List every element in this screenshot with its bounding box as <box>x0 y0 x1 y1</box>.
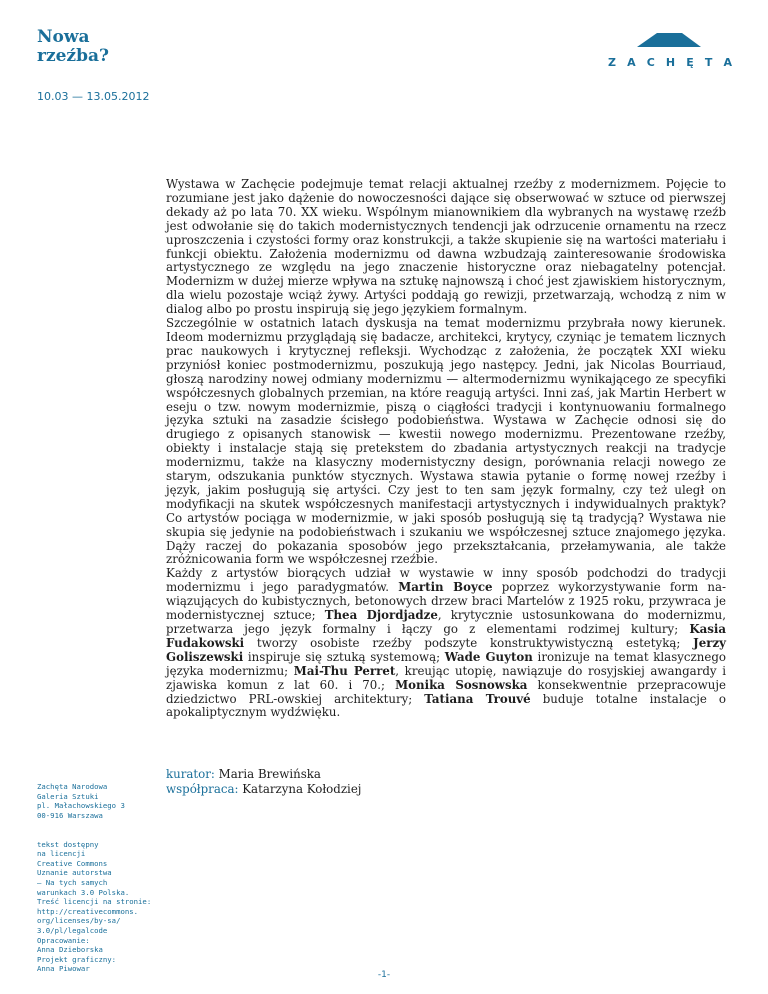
exhibition-dates: 10.03 — 13.05.2012 <box>37 90 150 103</box>
logo-letter: Ę <box>686 56 694 69</box>
license-line: Uznanie autorstwa <box>37 868 112 878</box>
license-line: org/licenses/by-sa/ <box>37 916 121 926</box>
artist-name: Monika Sosnowska <box>395 677 528 692</box>
logo-letter: Z <box>608 56 616 69</box>
cooperation-label: współpraca: <box>166 782 239 796</box>
artist-description: tworzy osobiste rzeźby podszyte konstruktywistyczną estetyką; <box>244 635 694 650</box>
artist-description: buduje totalne instalacje o apokaliptycznym wydźwięku. <box>166 691 727 720</box>
artist-name: Mai-Thu Perret <box>293 663 396 678</box>
credits <box>166 767 361 797</box>
artist-description: poprzez wykorzystywanie form nawiązujących do kubistycznych, betonowych drzew braci Martelów z 1925 roku, przywraca je modernistycznej sztuce; <box>166 580 726 623</box>
artist-name: Wade Guyton <box>444 649 533 664</box>
curator-label: kurator: <box>166 767 215 781</box>
artist-name: Jerzy Goliszewski <box>166 635 726 664</box>
page-number: -1- <box>377 970 391 980</box>
artist-description: ironizuje na temat klasycznego języka modernizmu; <box>166 649 726 678</box>
artist-name: Thea Djordjadze <box>324 608 438 623</box>
artist-description: inspiruje się sztuką systemową; <box>243 649 445 664</box>
logo-text <box>608 56 732 69</box>
license-line: 3.0/pl/legalcode <box>37 925 108 935</box>
main-text <box>166 178 726 720</box>
artist-description: konsekwentnie przepracowuje dziedzictwo PRL-owskiej architektury; <box>166 677 726 706</box>
page-title <box>37 28 109 66</box>
license-line: Creative Commons <box>37 858 108 868</box>
curator-line <box>166 767 361 782</box>
artist-description: , kreując utopię, nawiązuje do rosyjskiej awangardy i zjawiska komun z lat 60. i 70.; <box>166 663 726 692</box>
logo-letter: H <box>665 56 676 69</box>
artist-name: Kasia Fudakowski <box>166 622 726 650</box>
curator-name: Maria Brewińska <box>214 767 321 781</box>
paragraph-artists <box>166 567 726 720</box>
address-line: Galeria Sztuki <box>37 791 99 801</box>
address-line: Zachęta Narodowa <box>37 782 108 791</box>
license-line: http://creativecommons. <box>37 906 139 916</box>
license-line: na licencji <box>37 849 86 859</box>
address-line: pl. Małachowskiego 3 <box>37 801 125 811</box>
logo-letter: C <box>646 56 655 69</box>
artist-name: Tatiana Trouvé <box>424 691 531 706</box>
logo-letter: A <box>627 56 636 69</box>
license-line: Projekt graficzny: <box>37 954 117 964</box>
license-line: Anna Dzieborska <box>37 945 103 955</box>
license-line: warunkach 3.0 Polska. <box>37 887 130 897</box>
license-line: tekst dostępny <box>37 839 99 849</box>
license-line: – Na tych samych <box>37 877 108 887</box>
license-line: Treść licencji na stronie: <box>37 897 152 907</box>
paragraph-discussion: Szczególnie w ostatnich latach dyskusja na temat modernizmu przybrała nowy kierunek. Ideom modernizmu przyglądają się badacze, architekci, krytycy, czyniąc je tematem licznych prac naukowych i krytycznej refleksji. Wychodząc z założenia, że początek XXI wieku przyniósł koniec postmodernizmu, poszukują jego następcy. Jedni, jak Nicolas Bourriaud, głoszą narodziny nowej odmiany modernizmu — altermodernizmu wynikającego ze specyfiki współczesnych globalnych przemian, na które reagują artyści. Inni zaś, jak Martin Herbert w eseju o tzw. nowym modernizmie, piszą o ciągłości tradycji i kontynuowaniu formalnego języka sztuki na zasadzie ścisłego podobieństwa. Wystawa w Zachęcie odnosi się do drugiego z opisanych stanowisk — kwestii nowego modernizmu. Prezentowane rzeźby, obiekty i instalacje stają się pretekstem do zbadania artystycznych reakcji na tradycje modernizmu, także na klasyczny modernistyczny design, porównania relacji nowego ze starym, odszukania punktów stycznych. Wystawa stawia pytanie o formę nowej rzeźby i język, jakim posługują się artyści. Czy jest to ten sam język formalny, czy też uległ on modyfikacji na skutek współczesnych manifestacji artystycznych i indywidualnych praktyk? Co artystów pociąga w modernizmie, w jaki sposób posługują się tą tradycją? Wystawa nie skupia się jedynie na podobieństwach i szukaniu we współczesnej sztuce znajomego języka. Dąży raczej do pokazania sposobów jego przekształcania, przełamywania, ale także zróżnicowania form we współczesnej rzeźbie. <box>166 316 726 567</box>
paragraph-intro: Wystawa w Zachęcie podejmuje temat relacji aktualnej rzeźby z modernizmem. Pojęcie to rozumiane jest jako dążenie do nowoczesności dające się obserwować w sztuce od pierwszej dekady aż po lata 70. XX wieku. Wspólnym mianownikiem dla wybranych na wystawę rzeźb jest odwołanie się do takich modernistycznych tendencji jak odrzucenie ornamentu na rzecz uproszczenia i czystości formy oraz konstrukcji, a także skupienie się na wartości materiału i funkcji obiektu. Założenia modernizmu od dawna wzbudzają zainteresowanie środowiska artystycznego ze względu na jego znaczenie historyczne oraz niebagatelny potencjał. Modernizm w dużej mierze wpływa na sztukę najnowszą i choć jest zjawiskiem historycznym, dla wielu pozostaje wciąż żywy. Artyści poddają go rewizji, przetwarzają, wchodzą z nim w dialog albo po prostu inspirują się jego językiem formalnym. <box>166 177 726 317</box>
title-line-1: Nowa <box>37 27 90 47</box>
title-line-2: rzeźba? <box>37 46 109 66</box>
logo-letter: T <box>704 56 713 69</box>
artist-description: , krytycznie ustosunkowana do modernizmu, przetwarza jego język formalny i łączy go z elementami rodzimej kultury; <box>166 608 726 636</box>
artists-intro: Każdy z artystów biorących udział w wystawie w inny sposób podchodzi do tradycji modernizmu i jego paradygmatów. <box>166 566 726 595</box>
cooperation-name: Katarzyna Kołodziej <box>238 782 362 796</box>
zacheta-logo <box>608 33 732 73</box>
cooperation-line <box>166 782 361 797</box>
license-line: Opracowanie: <box>37 935 90 945</box>
address-line: 00-916 Warszawa <box>37 810 103 820</box>
logo-letter: A <box>723 56 732 69</box>
license-line: Anna Piwowar <box>37 964 90 974</box>
logo-roof-icon <box>637 33 701 47</box>
artist-name: Martin Boyce <box>398 580 493 595</box>
sidebar-info <box>37 782 157 974</box>
